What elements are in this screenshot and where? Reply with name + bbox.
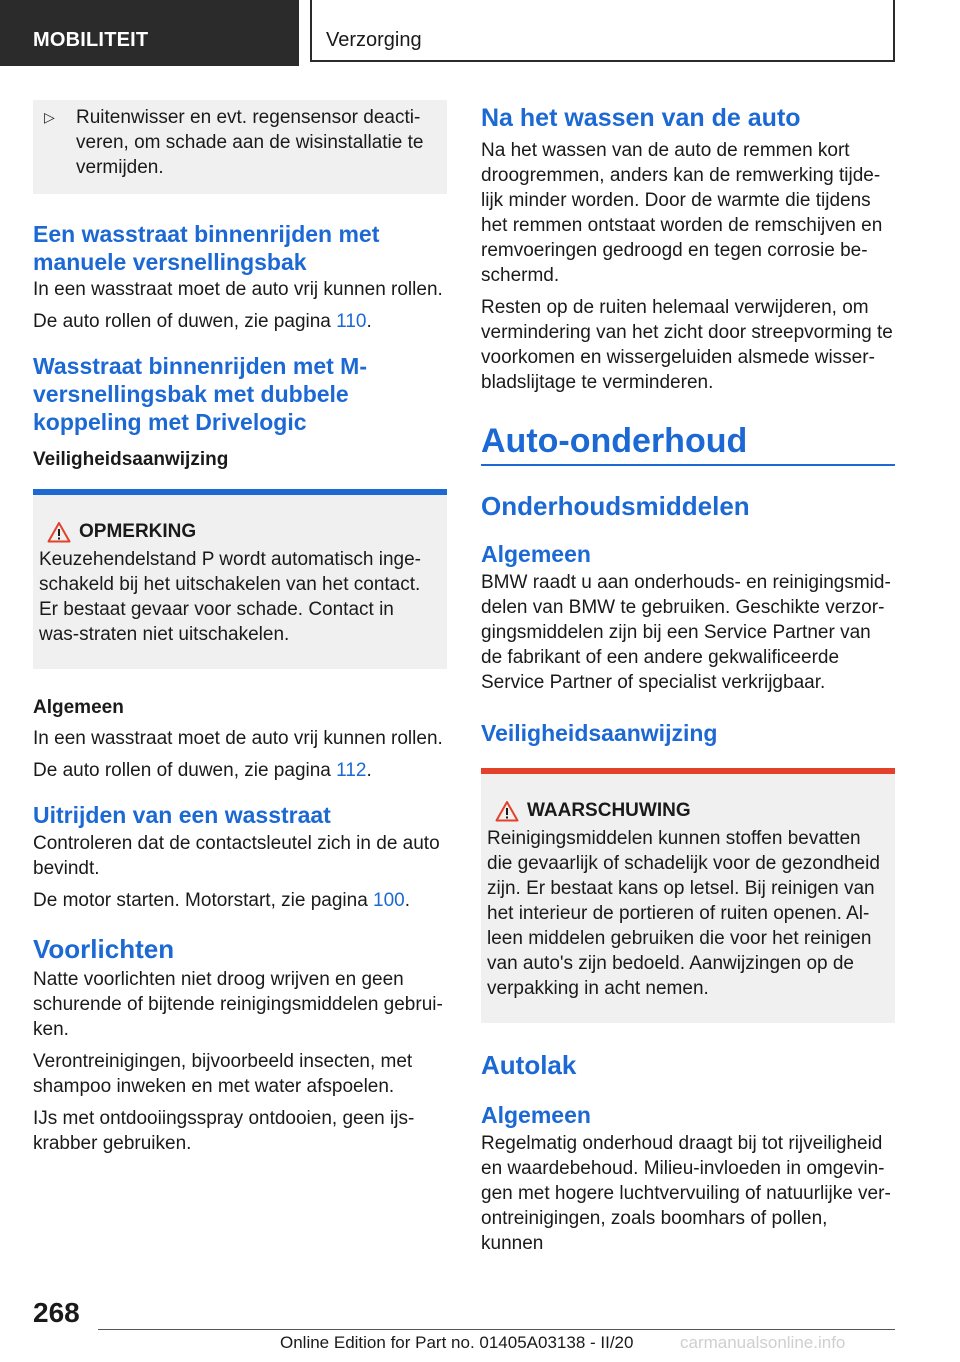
bullet-text: Ruitenwisser en evt. regensensor deacti-veren, om schade aan de wisinstallatie te vermijden. xyxy=(76,107,424,178)
section-title: MOBILITEIT xyxy=(33,29,149,51)
edition-note: Online Edition for Part no. 01405A03138 - II/20 xyxy=(280,1333,634,1352)
note-text: Keuzehendelstand P wordt automatisch inge-schakeld bij het uitschakelen van het contact. Er bestaat gevaar voor schade. Contact in was-straten niet uitschakelen. xyxy=(39,549,422,645)
warning-header xyxy=(487,798,887,823)
paragraph: Na het wassen van de auto de remmen kort droogremmen, anders kan de remwerking tijde-lijk minder worden. Door de warmte die tijdens het remmen ontstaat worden de remschijven en remvoeringen gedroogd en tegen corrosie be-schermd. xyxy=(481,140,883,286)
subheading-safety: Veiligheidsaanwijzing xyxy=(33,449,229,470)
heading-wasstraat-manueel: Een wasstraat binnenrijden met manuele versnellingsbak xyxy=(33,221,380,275)
chapter-tab xyxy=(310,0,895,62)
heading-wasstraat-drivelogic: Wasstraat binnenrijden met M-versnellingsbak met dubbele koppeling met Drivelogic xyxy=(33,353,367,435)
chapter-title: Verzorging xyxy=(326,29,422,51)
footer-divider xyxy=(98,1329,895,1330)
heading-uitrijden: Uitrijden van een wasstraat xyxy=(33,802,331,828)
paragraph: In een wasstraat moet de auto vrij kunnen rollen. xyxy=(33,279,443,300)
warning-box xyxy=(481,768,895,1023)
subheading-veiligheidsaanwijzing: Veiligheidsaanwijzing xyxy=(481,720,718,746)
paragraph: Verontreinigingen, bijvoorbeeld insecten, met shampoo inweken en met water afspoelen. xyxy=(33,1051,413,1097)
chapter-heading-auto-onderhoud: Auto-onderhoud xyxy=(481,421,895,466)
page-link-100[interactable]: 100 xyxy=(373,890,405,911)
heading-voorlichten: Voorlichten xyxy=(33,934,175,964)
note-title: OPMERKING xyxy=(79,521,197,542)
paragraph: De auto rollen of duwen, zie pagina 110. xyxy=(33,311,372,332)
paragraph: Regelmatig onderhoud draagt bij tot rijveiligheid en waardebehoud. Milieu-invloeden in omgevin-gen met hogere luchtvervuiling of natuurlijke ver-ontreinigingen, zoals boomhars of pollen, kunnen xyxy=(481,1133,891,1254)
warning-text: Reinigingsmiddelen kunnen stoffen bevatten die gevaarlijk of schadelijk voor de gezondheid zijn. Er bestaat kans op letsel. Bij reinigen van het interieur de portieren of ruiten openen. Al-leen middelen gebruiken die voor het reinigen van auto's zijn bedoeld. Aanwijzingen op de verpakking in acht nemen. xyxy=(487,828,880,999)
heading-na-het-wassen: Na het wassen van de auto xyxy=(481,104,801,132)
subheading-algemeen: Algemeen xyxy=(481,1102,591,1128)
page-link-112[interactable]: 112 xyxy=(336,760,367,781)
right-column xyxy=(481,100,895,1263)
warning-triangle-icon xyxy=(39,521,79,543)
left-column xyxy=(33,100,447,1163)
paragraph: Controleren dat de contactsleutel zich in de auto bevindt. xyxy=(33,833,440,879)
subheading-general: Algemeen xyxy=(33,697,124,718)
triangle-bullet-icon: ▷ xyxy=(44,109,55,125)
note-header xyxy=(39,519,439,544)
paragraph: De motor starten. Motorstart, zie pagina 100. xyxy=(33,890,411,911)
paragraph: Natte voorlichten niet droog wrijven en geen schurende of bijtende reinigingsmiddelen gebrui-ken. xyxy=(33,969,443,1040)
bullet-box xyxy=(33,100,447,194)
warning-triangle-icon xyxy=(487,800,527,822)
paragraph: In een wasstraat moet de auto vrij kunnen rollen. xyxy=(33,728,443,749)
heading-autolak: Autolak xyxy=(481,1050,577,1080)
page-link-110[interactable]: 110 xyxy=(336,311,367,332)
watermark: carmanualsonline.info xyxy=(680,1333,846,1352)
warning-title: WAARSCHUWING xyxy=(527,800,691,821)
paragraph: Resten op de ruiten helemaal verwijderen, om vermindering van het zicht door streepvorming te voorkomen en wissergeluiden alsmede wisser-bladslijtage te verminderen. xyxy=(481,297,893,393)
paragraph: De auto rollen of duwen, zie pagina 112. xyxy=(33,760,372,781)
page-number: 268 xyxy=(33,1297,80,1328)
paragraph: BMW raadt u aan onderhouds- en reinigingsmid-delen van BMW te gebruiken. Geschikte verzor-gingsmiddelen zijn bij een Service Partner van de fabrikant of een andere gekwalificeerde Service Partner of specialist verkrijgbaar. xyxy=(481,572,891,693)
page-header xyxy=(0,0,960,66)
note-box xyxy=(33,489,447,669)
paragraph: IJs met ontdooiingsspray ontdooien, geen ijs-krabber gebruiken. xyxy=(33,1108,415,1154)
subheading-algemeen: Algemeen xyxy=(481,541,591,567)
section-tab xyxy=(0,0,299,66)
heading-onderhoudsmiddelen: Onderhoudsmiddelen xyxy=(481,491,750,521)
